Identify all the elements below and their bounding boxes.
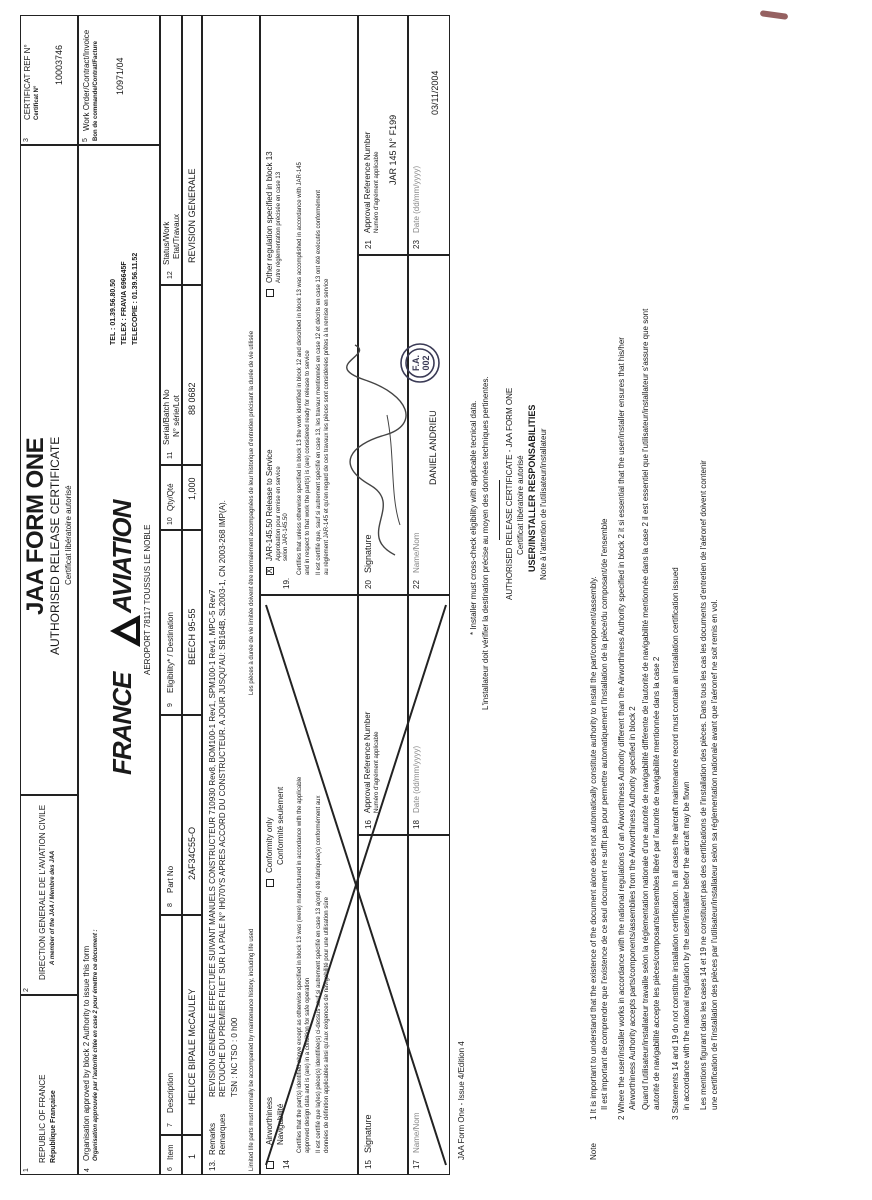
- footnote-divider: [499, 480, 500, 540]
- responsibilities-heading-1: AUTHORISED RELEASE CERTIFICATE - JAA FORM ONE: [505, 387, 514, 600]
- org-tel: TEL : 01.39.56.80.50: [110, 278, 117, 345]
- france-aviation-logo: [108, 445, 142, 775]
- value-description: HELICE BIPALE McCAULEY: [187, 988, 197, 1105]
- block-21-num: 21: [364, 240, 373, 249]
- org-telex: TELEX : FRAVIA 696645F: [121, 261, 128, 345]
- cross-out-mark: [256, 595, 456, 1175]
- col-serial-num: 11: [167, 451, 174, 459]
- block-19-text-3: Il est certifié que, sauf si autrement spécifié en case 13, les travaux mentionnés en case 12 et décrits en case 13 ont été exécutés conformément: [316, 190, 322, 575]
- block-23-num: 23: [412, 240, 421, 249]
- logo-aviation: AVIATION: [107, 500, 137, 613]
- cert-ref-value: 10003746: [54, 44, 64, 85]
- col-item-label: Item: [166, 1144, 175, 1160]
- block-5-num: 5: [82, 138, 89, 142]
- block-17-label: Name/Nom: [412, 1112, 421, 1153]
- note-3-fr-a: Les mentions figurant dans les cases 14 et 19 ne constituent pas des certifications de l'installation des pièces. Dans tous les cas les documents d'entretien de l'aéronef doivent contenir: [699, 460, 708, 1110]
- col-status-label2: Etat/Travaux: [172, 213, 181, 259]
- work-order-label-fr: Bon de commande/Contrat/Facture: [93, 40, 99, 141]
- value-serial: 88 0682: [187, 382, 197, 415]
- footnote-line-1: * Installer must cross-check eligibility with applicable tecnical data.: [469, 400, 478, 635]
- org-label-fr: Organisation approuvée par l'autorité citée en case 2 pour émettre ce document :: [93, 929, 99, 1161]
- row-part-no: [182, 715, 202, 915]
- block-19-num: 19.: [282, 577, 291, 589]
- value-part-no: 2AF34C55-O: [187, 826, 197, 880]
- block-14-text-3: Il est certifié que la(les) pièce(s) identifiée(s) ci-dessus sauf si autrement spécifié en case 13 a(ont) été fabriquée(s) conformément aux: [316, 795, 322, 1153]
- block-23-value: 03/11/2004: [430, 70, 440, 115]
- col-item-num: 6: [167, 1167, 174, 1171]
- stamp-line-1: F.A.: [411, 354, 421, 372]
- block-14-text-4: données de définition applicables ainsi qu'aux exigences de navigabilité pour une utilisation sûre: [324, 897, 330, 1153]
- block-14-num: 14: [282, 1160, 291, 1169]
- block-19-text-2: and in respect to that work the part(s) is (are) considered ready for release to service: [305, 350, 311, 575]
- row-serial: [182, 285, 202, 465]
- block-16-label: Approval Reference Number: [363, 711, 372, 813]
- airworthiness-label-fr: Navigabilité: [276, 1103, 285, 1145]
- republic-label-fr: République Française: [50, 1090, 57, 1163]
- logo-triangle-icon: [110, 615, 140, 647]
- block-14-text-1: Certifies that the part(s) identified above except as otherwise specified in block 13 was (were) manufactured in accordance with the applicable: [297, 776, 303, 1153]
- value-status: REVISION GENERALE: [187, 168, 197, 263]
- notes-label: Note: [589, 1143, 598, 1160]
- col-status-label: Status/Work: [162, 221, 171, 265]
- col-qty-label: Qty/Qté: [166, 483, 175, 511]
- note-2-fr-b: autorité de navigabilité accepte les pièces/composants/ensembles libéré par l'autorité de navigabilité mentionnée dans la case 2: [652, 656, 661, 1110]
- dgac-label: DIRECTION GENERALE DE L'AVIATION CIVILE: [38, 804, 47, 980]
- value-qty: 1,000: [187, 477, 197, 500]
- col-elig-label: Eligibility* / Destination: [166, 612, 175, 693]
- jar145-checkbox[interactable]: [266, 567, 274, 575]
- block-21-label: Approval Reference Number: [363, 131, 372, 233]
- col-desc-label: Description: [166, 1072, 175, 1113]
- dgac-sub: A member of the JAA / Membre des JAA: [50, 850, 56, 965]
- block-14-text-2: approved design data and is (are) in a condition for safe operation: [305, 977, 311, 1153]
- jar145-label-fr-1: Approbation pour remise en service: [276, 466, 282, 561]
- col-serial-label2: N° série/Lot: [172, 395, 181, 437]
- remarks-line-3: TSN : NC TSO : 0 h00: [230, 1017, 239, 1097]
- note-1-en: 1 It is important to understand that the existence of the document alone does not automatically constitute authority to install the part/component/assembly.: [589, 576, 598, 1120]
- value-eligibility: BEECH 95-55: [187, 608, 197, 665]
- block-17-num: 17: [412, 1160, 421, 1169]
- col-part-label: Part No: [166, 865, 175, 893]
- note-3-en-b: in accordance with the national regulation by the user/installer befor the aircraft may be flown: [682, 781, 691, 1110]
- jar145-label-fr-2: selon JAR-145.50: [283, 513, 289, 561]
- block-16-num: 16: [364, 820, 373, 829]
- conformity-label-fr: Conformité seulement: [276, 786, 285, 865]
- col-serial-label: Serial/Batch No: [162, 389, 171, 445]
- block-19-text-4: au règlement JAR-145 et qu'en regard de ces travaux les pièces sont considérées prêtes à la remise en service: [324, 278, 330, 575]
- remarks-line-1: REVISION GENERALE EFFECTUEE SUIVANT MANUELS CONSTRUCTEUR 710930 Rev8, BOM100-1 Rev1, SPM100-1 Rev1, MPC-5 Rev7: [208, 589, 217, 1097]
- jar145-check-mark: X: [265, 568, 274, 574]
- footnote-line-2: L'installateur doit vérifier la destination précise au moyen des données techniques pertinentes.: [481, 376, 490, 710]
- cert-ref-label: CERTIFICAT REF N°: [23, 44, 32, 120]
- work-order-value: 10971/04: [115, 57, 125, 95]
- airworthiness-label: Airworthiness: [265, 1096, 274, 1145]
- block-2: [20, 795, 78, 995]
- form-id: JAA Form One - Issue 4/Edition 4: [457, 1041, 466, 1160]
- note-1-fr: Il est important de comprendre que l'existence de ce seul document ne suffit pas pour permettre automatiquement l'installation de la pièce/du composant/de l'ensemble: [600, 518, 609, 1110]
- stamp-line-2: 002: [421, 355, 431, 371]
- note-2-en-b: Airworthiness Authority accepts parts/components/assemblies from the Airworthiness Authority specified in block 2: [628, 706, 637, 1110]
- block-20-label: Signature: [363, 534, 373, 573]
- form-title: JAA FORM ONE: [22, 437, 49, 615]
- value-item: 1: [187, 1153, 197, 1159]
- block-23-label: Date (dd/mm/yyyy): [412, 165, 421, 233]
- other-regulation-label-fr: Autre réglementation précisée en case 13: [276, 171, 282, 283]
- col-part-num: 8: [167, 903, 174, 907]
- remarks-line-2: RETOUCHE DU PREMIER FILET SUR LA PALE N° IH070YS APRES ACCORD DU CONSTRUCTEUR. A JOUR JUSQU'AU: SB164B, SL2003-1, CN 2003-268 IMP(A).: [218, 500, 227, 1097]
- other-regulation-checkbox[interactable]: [266, 289, 274, 297]
- approval-stamp: [398, 341, 442, 385]
- block-3-num: 3: [23, 138, 30, 142]
- republic-label: REPUBLIC OF FRANCE: [38, 1074, 47, 1163]
- col-elig-num: 9: [167, 703, 174, 707]
- block-16-label-fr: Numéro d'agrément applicable: [374, 731, 380, 813]
- form-subtitle-fr: Certificat libératoire autorisé: [64, 485, 73, 585]
- block-2-num: 2: [23, 988, 30, 992]
- block-1-num: 1: [23, 1168, 30, 1172]
- block-1: [20, 995, 78, 1175]
- block-22-num: 22: [412, 580, 421, 589]
- block-15-label: Signature: [363, 1114, 373, 1153]
- block-20-num: 20: [364, 580, 373, 589]
- block-18-num: 18: [412, 820, 421, 829]
- block-22-value: DANIEL ANDRIEU: [428, 410, 438, 485]
- note-3-fr-b: une certification de l'installation des pièces par l'utilisateur/installateur selon sa réglementation nationale avant que l'aéronef ne soit remis en vol.: [710, 599, 719, 1110]
- note-2-fr-a: Quand l'utilisateur/installateur travaille selon la réglementation nationale d'une autorité de navigabilité différente de l'autorité de navigabilité mentionnée dans la case 2 il est essentiel que l'utilisateur/installateur s'assure que sont: [641, 308, 650, 1110]
- org-fax: TELECOPIE : 01.39.56.11.52: [132, 252, 139, 345]
- jar145-label: JAR-145.50 Release to Service: [265, 449, 274, 561]
- block-21-value: JAR 145 N° F199: [388, 114, 398, 185]
- org-address: AEROPORT 78117 TOUSSUS LE NOBLE: [143, 524, 152, 675]
- responsibilities-heading-3: USER/INSTALLER RESPONSABILITIES: [527, 404, 537, 572]
- block-15-num: 15: [364, 1160, 373, 1169]
- block-19-text-1: Certifies that unless otherwise specified in block 13 the work identified in block 12 and described in block 13 was accomplished in accordance with JAR-145: [297, 162, 303, 575]
- block-4-num: 4: [84, 1168, 91, 1172]
- jaa-form-one: [20, 15, 450, 1175]
- work-order-label: Work Order/Contract/Invoice: [82, 29, 91, 131]
- conformity-label: Conformity only: [265, 817, 274, 873]
- col-desc-num: 7: [167, 1123, 174, 1127]
- form-subtitle: AUTHORISED RELEASE CERTIFICATE: [48, 436, 62, 655]
- col-qty-num: 10: [167, 517, 174, 525]
- note-3-en-a: 3 Statements 14 and 19 do not constitute installation certification. In all cases the aircraft maintenance record must contain an installation certification issued: [671, 567, 680, 1120]
- remarks-label-fr: Remarques: [218, 1113, 227, 1155]
- org-label: Organisation approved by block 2 Authority to issue this form: [82, 945, 91, 1161]
- logo-france: FRANCE: [107, 672, 137, 775]
- col-status-num: 12: [167, 271, 174, 279]
- note-2-en-a: 2 Where the user/installer works in accordance with the national regulations of an Airworthiness Authority different than the Airworthiness Authority specified in block 2 it si essential that the user/installer ensures that his/her: [617, 337, 626, 1120]
- block-18-label: Date (dd/mm/yyyy): [412, 745, 421, 813]
- block-21-label-fr: Numéro d'agrément applicable: [374, 151, 380, 233]
- limited-life-fr: Les pièces à durée de vie limitée doivent être normalement accompagnées de leur historique d'entretien précisant la durée de vie utilisée: [249, 330, 255, 695]
- responsibilities-heading-2: Certificat libératoire autorisé: [516, 455, 525, 555]
- remarks-label: Remarks: [208, 1122, 217, 1155]
- limited-life-en: Limited life parts must normally be accompanied by maintenance history, including life used: [249, 928, 255, 1171]
- block-22-label: Name/Nom: [412, 532, 421, 573]
- notes-section: [455, 10, 765, 1180]
- responsibilities-heading-4: Note à l'attention de l'utilisateur/installateur: [539, 428, 548, 580]
- cert-ref-label-fr: Certificat N°: [34, 85, 40, 120]
- other-regulation-label: Other regulation specified in block 13: [265, 151, 274, 283]
- remarks-num: 13.: [208, 1159, 217, 1171]
